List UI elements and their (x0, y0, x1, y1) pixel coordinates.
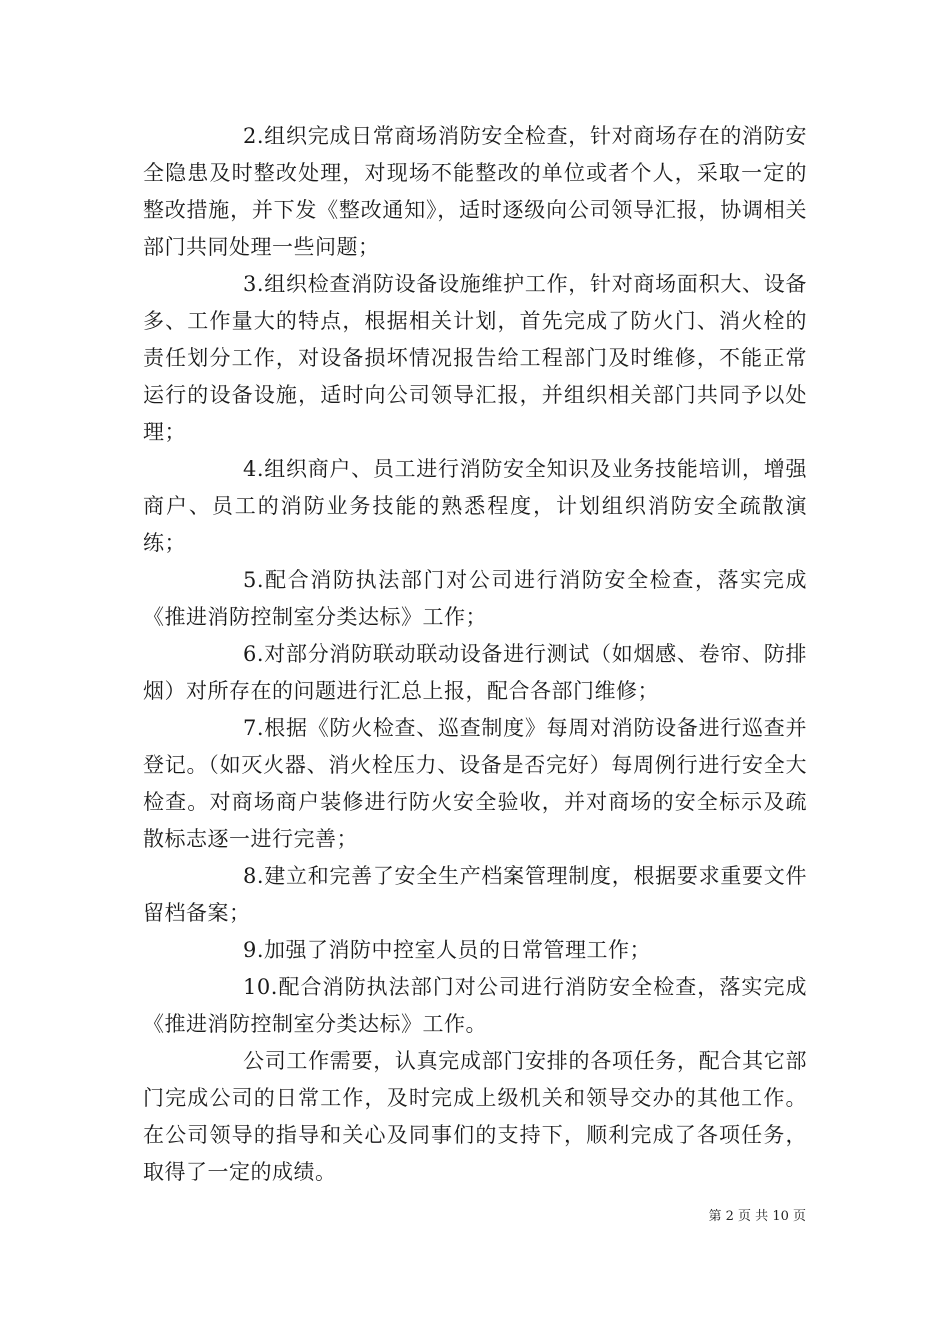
paragraph-item-9: 9.加强了消防中控室人员的日常管理工作； (243, 938, 652, 962)
paragraph-item-7: 7.根据《防火检查、巡查制度》每周对消防设备进行巡查并登记。（如灭火器、消火栓压力、设备是否完好）每周例行进行安全大检查。对商场商户装修进行防火安全验收，并对商场的安全标示及疏散标志逐一进行完善； (143, 716, 807, 851)
paragraph-item-5: 5.配合消防执法部门对公司进行消防安全检查，落实完成《推进消防控制室分类达标》工作； (143, 568, 807, 629)
paragraph-item-6: 6.对部分消防联动联动设备进行测试（如烟感、卷帘、防排烟）对所存在的问题进行汇总上报，配合各部门维修； (143, 642, 807, 703)
document-body (143, 118, 807, 1191)
page-number-footer: 第 2 页 共 10 页 (708, 1209, 806, 1224)
paragraph-item-8: 8.建立和完善了安全生产档案管理制度，根据要求重要文件留档备案； (143, 864, 807, 925)
paragraph-item-3: 3.组织检查消防设备设施维护工作，针对商场面积大、设备多、工作量大的特点，根据相关计划，首先完成了防火门、消火栓的责任划分工作，对设备损坏情况报告给工程部门及时维修，不能正常运行的设备设施，适时向公司领导汇报，并组织相关部门共同予以处理； (143, 272, 807, 444)
paragraph-item-10: 10.配合消防执法部门对公司进行消防安全检查，落实完成《推进消防控制室分类达标》工作。 (143, 975, 807, 1036)
paragraph-summary: 公司工作需要，认真完成部门安排的各项任务，配合其它部门完成公司的日常工作，及时完成上级机关和领导交办的其他工作。在公司领导的指导和关心及同事们的支持下，顺利完成了各项任务，取得了一定的成绩。 (143, 1049, 807, 1184)
paragraph-item-4: 4.组织商户、员工进行消防安全知识及业务技能培训，增强商户、员工的消防业务技能的熟悉程度，计划组织消防安全疏散演练； (143, 457, 807, 555)
paragraph-item-2: 2.组织完成日常商场消防安全检查，针对商场存在的消防安全隐患及时整改处理，对现场不能整改的单位或者个人，采取一定的整改措施，并下发《整改通知》，适时逐级向公司领导汇报，协调相关部门共同处理一些问题； (143, 124, 807, 259)
